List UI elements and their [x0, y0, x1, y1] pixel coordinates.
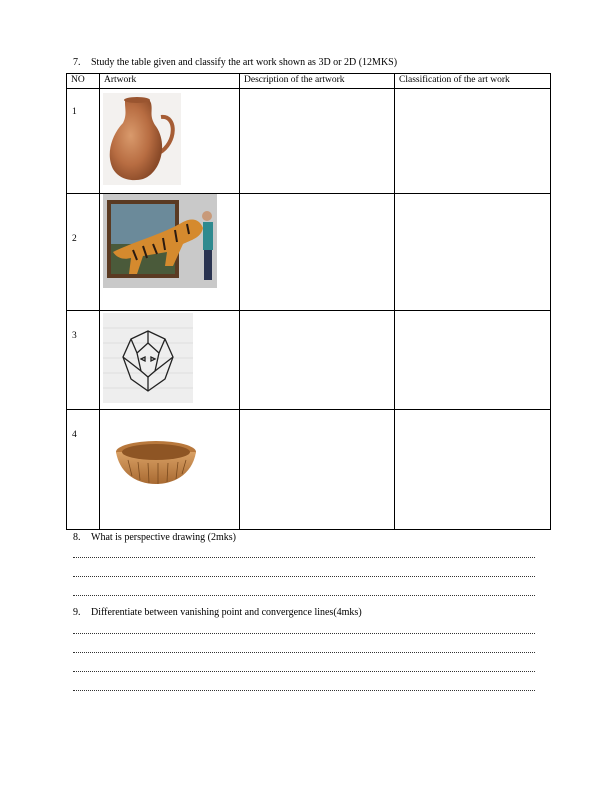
question-7 [73, 57, 397, 69]
description-cell [240, 410, 395, 530]
answer-line[interactable] [73, 595, 535, 596]
row-number-cell [67, 311, 100, 410]
table-header-row [67, 74, 551, 89]
question-number: 7. [73, 57, 81, 68]
header-classification: Classification of the art work [395, 74, 551, 89]
artwork-table [66, 73, 551, 530]
answer-line[interactable] [73, 576, 535, 577]
row-number: 1 [72, 107, 77, 117]
row-number: 2 [72, 234, 77, 244]
artwork-cell [100, 410, 240, 530]
classification-cell [395, 194, 551, 311]
header-artwork: Artwork [100, 74, 240, 89]
table-row [67, 89, 551, 194]
question-8 [73, 532, 236, 544]
artwork-cell [100, 89, 240, 194]
basket-bowl-image [114, 438, 198, 488]
row-number-cell [67, 410, 100, 530]
row-number: 3 [72, 331, 77, 341]
tiger-painting-image [103, 194, 217, 288]
classification-cell [395, 311, 551, 410]
header-no: NO [67, 74, 100, 89]
lion-wall-art-image [103, 313, 193, 403]
answer-line[interactable] [73, 671, 535, 672]
answer-line[interactable] [73, 652, 535, 653]
answer-line[interactable] [73, 557, 535, 558]
question-text: What is perspective drawing (2mks) [91, 532, 236, 543]
classification-cell [395, 410, 551, 530]
table-row [67, 410, 551, 530]
row-number-cell [67, 194, 100, 311]
question-number: 8. [73, 532, 81, 543]
answer-line[interactable] [73, 690, 535, 691]
table-row [67, 194, 551, 311]
classification-cell [395, 89, 551, 194]
table-row [67, 311, 551, 410]
question-text: Study the table given and classify the art work shown as 3D or 2D (12MKS) [91, 57, 398, 68]
question-text: Differentiate between vanishing point and convergence lines(4mks) [91, 607, 362, 618]
clay-jug-image [103, 93, 181, 185]
description-cell [240, 311, 395, 410]
question-number: 9. [73, 607, 81, 618]
row-number: 4 [72, 430, 77, 440]
row-number-cell [67, 89, 100, 194]
answer-line[interactable] [73, 633, 535, 634]
header-description: Description of the artwork [240, 74, 395, 89]
artwork-cell [100, 194, 240, 311]
artwork-cell [100, 311, 240, 410]
question-9 [73, 607, 362, 619]
description-cell [240, 194, 395, 311]
description-cell [240, 89, 395, 194]
